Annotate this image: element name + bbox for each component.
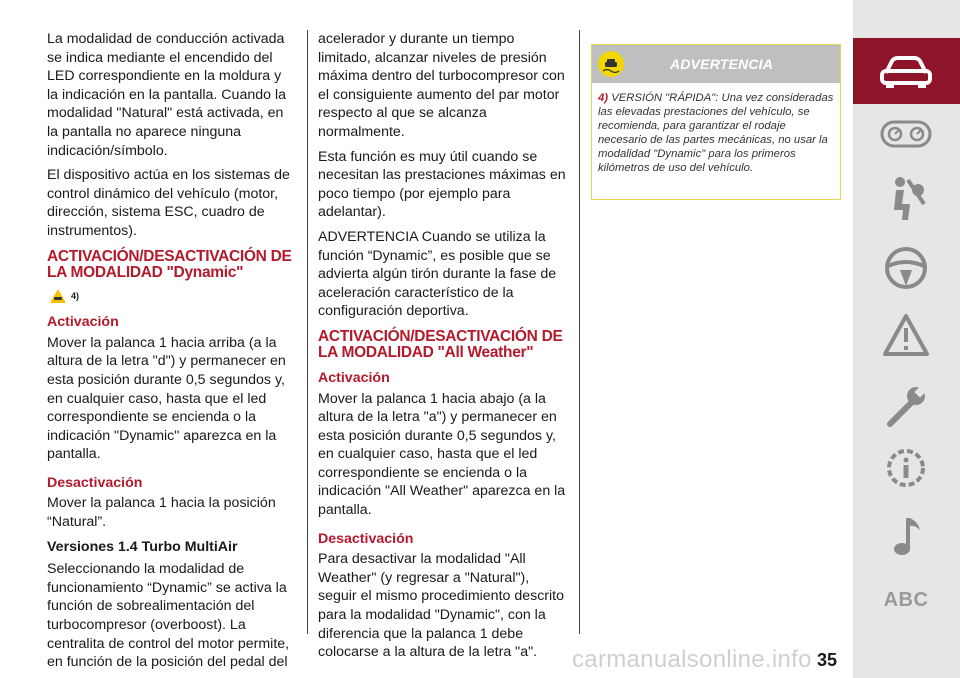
paragraph: ADVERTENCIA Cuando se utiliza la función “Dynamic”, es posible que se advierta algún tirón durante la fase de aceleración característico de la configuración deportiva. xyxy=(318,228,557,320)
wrench-icon xyxy=(882,382,930,430)
sidebar-item-technical-data[interactable] xyxy=(868,440,944,496)
sidebar-item-multimedia[interactable] xyxy=(868,508,944,564)
warning-box xyxy=(591,44,841,200)
warning-body: VERSIÓN "RÁPIDA": Una vez consideradas las elevadas prestaciones del vehículo, se recomienda, para garantizar el rodaje necesario de las partes mecánicas, no usar la modalidad "Dynamic" para los primeros kilómetros de uso del vehículo. xyxy=(598,92,834,174)
sidebar-item-warnings[interactable] xyxy=(868,308,944,364)
paragraph: Mover la palanca 1 hacia arriba (a la altura de la letra "d") y permanecer en esta posición durante 0,5 segundos y, en cualquier caso, hasta que el led correspondiente se encienda o la indicación "Dynamic" aparezca en la pantalla. xyxy=(47,334,286,463)
warning-header xyxy=(592,45,840,83)
column-divider xyxy=(579,30,580,634)
warning-triangle-icon xyxy=(882,312,930,360)
paragraph: Seleccionando la modalidad de funcionamiento “Dynamic” se activa la función de sobrealimentación del turbocompresor (overboost). La centralita de control del motor permite, en función de la posición del pedal del xyxy=(47,561,290,671)
abc-index-label: ABC xyxy=(883,588,929,611)
subheading-activacion: Activación xyxy=(318,369,390,386)
instrument-cluster-icon xyxy=(878,114,934,154)
car-icon xyxy=(878,51,934,91)
sidebar-item-maintenance[interactable] xyxy=(868,378,944,434)
info-gear-icon xyxy=(880,442,932,494)
warning-title: ADVERTENCIA xyxy=(670,56,774,72)
paragraph: El dispositivo actúa en los sistemas de control dinámico del vehículo (motor, dirección, sistema ESC, cuadro de instrumentos). xyxy=(47,167,290,239)
section-heading-all-weather: ACTIVACIÓN/DESACTIVACIÓN DE LA MODALIDAD "All Weather" xyxy=(318,327,563,361)
airbag-seat-icon xyxy=(878,174,934,222)
sidebar-item-driving[interactable] xyxy=(868,240,944,296)
warning-reference xyxy=(49,287,293,306)
paragraph: acelerador y durante un tiempo limitado, alcanzar niveles de presión máxima dentro del turbocompresor con el consiguiente aumento del par motor respecto al que se alcanza normalmente. xyxy=(318,31,565,140)
warning-reference-number: 4) xyxy=(71,290,80,301)
sidebar-item-car[interactable] xyxy=(868,43,944,99)
warning-car-icon xyxy=(49,288,67,304)
paragraph: Mover la palanca 1 hacia la posición “Natural”. xyxy=(47,495,276,531)
paragraph: Esta función es muy útil cuando se necesitan las prestaciones máximas en poco tiempo (por ejemplo para adelantar). xyxy=(318,148,566,221)
watermark: carmanualsonline.info xyxy=(572,646,812,673)
text-column-left xyxy=(47,30,293,678)
paragraph: Mover la palanca 1 hacia abajo (a la altura de la letra "a") y permanecer en esta posición durante 0,5 segundos y, en cualquier caso, hasta que el led correspondiente se encienda o la indicación "All Weather" aparezca en la pantalla. xyxy=(318,390,566,519)
section-heading-dynamic: ACTIVACIÓN/DESACTIVACIÓN DE LA MODALIDAD "Dynamic" xyxy=(47,247,292,281)
warning-text xyxy=(592,83,840,175)
page-number: 35 xyxy=(817,650,838,670)
sidebar-item-safety[interactable] xyxy=(868,170,944,226)
paragraph: Para desactivar la modalidad "All Weather" (y regresar a "Natural"), seguir el mismo procedimiento descrito para la modalidad "Dynamic", con la diferencia que la palanca 1 debe colocarse a la altura de la letra "a". xyxy=(318,551,565,661)
subheading-activacion: Activación xyxy=(47,314,119,331)
paragraph: La modalidad de conducción activada se indica mediante el encendido del LED correspondiente en la moldura y la indicación en la pantalla. Cuando la modalidad "Natural" está activada, en la pantalla no aparece ninguna indicación/símbolo. xyxy=(47,31,286,159)
warning-car-icon xyxy=(598,51,624,77)
music-note-icon xyxy=(882,512,930,560)
column-divider xyxy=(307,30,308,634)
steering-wheel-icon xyxy=(882,244,930,292)
subheading-desactivacion: Desactivación xyxy=(47,474,143,491)
text-column-right xyxy=(318,30,570,668)
subheading-desactivacion: Desactivación xyxy=(318,530,414,547)
warning-number: 4) xyxy=(598,92,609,104)
sidebar-item-index[interactable] xyxy=(868,572,944,628)
sidebar-item-instruments[interactable] xyxy=(868,106,944,162)
subheading-versiones: Versiones 1.4 Turbo MultiAir xyxy=(47,538,238,555)
